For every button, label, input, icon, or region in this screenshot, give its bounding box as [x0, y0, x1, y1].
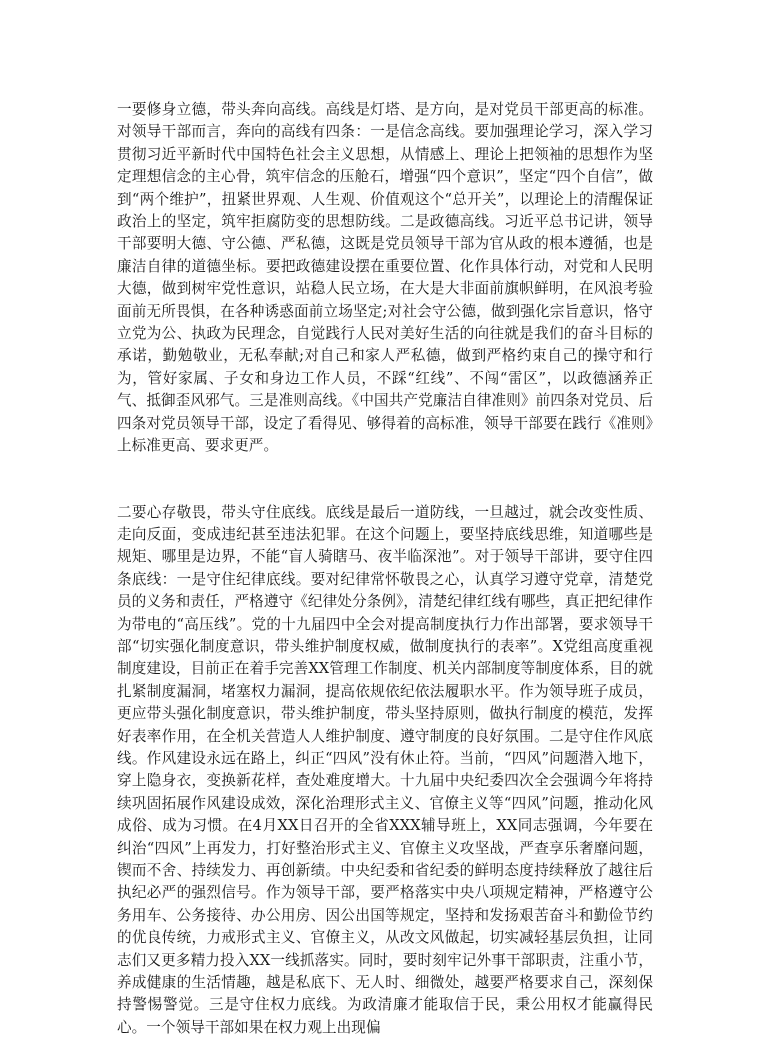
document-body	[117, 99, 653, 1039]
paragraph-1: 一要修身立德，带头奔向高线。高线是灯塔、是方向，是对党员干部更高的标准。对领导干部而言，奔向的高线有四条：一是信念高线。要加强理论学习，深入学习贯彻习近平新时代中国特色社会主义思想，从情感上、理论上把领袖的思想作为坚定理想信念的主心骨，筑牢信念的压舱石，增强“四个意识”，坚定“四个自信”，做到“两个维护”，扭紧世界观、人生观、价值观这个“总开关”，以理论上的清醒保证政治上的坚定，筑牢拒腐防变的思想防线。二是政德高线。习近平总书记讲，领导干部要明大德、守公德、严私德，这既是党员领导干部为官从政的根本遵循，也是廉洁自律的道德坐标。要把政德建设摆在重要位置、化作具体行动，对党和人民明大德，做到树牢党性意识，站稳人民立场，在大是大非面前旗帜鲜明，在风浪考验面前无所畏惧，在各种诱惑面前立场坚定;对社会守公德，做到强化宗旨意识，恪守立党为公、执政为民理念，自觉践行人民对美好生活的向往就是我们的奋斗目标的承诺，勤勉敬业，无私奉献;对自己和家人严私德，做到严格约束自己的操守和行为，管好家属、子女和身边工作人员，不踩“红线”、不闯“雷区”，以政德涵养正气、抵御歪风邪气。三是准则高线。《中国共产党廉洁自律准则》前四条对党员、后四条对党员领导干部，设定了看得见、够得着的高标准，领导干部要在践行《准则》上标准更高、要求更严。	[117, 99, 653, 458]
paragraph-2: 二要心存敬畏，带头守住底线。底线是最后一道防线，一旦越过，就会改变性质、走向反面，变成违纪甚至违法犯罪。在这个问题上，要坚持底线思维，知道哪些是规矩、哪里是边界，不能“盲人骑瞎马、夜半临深池”。对于领导干部讲，要守住四条底线：一是守住纪律底线。要对纪律常怀敬畏之心，认真学习遵守党章，清楚党员的义务和责任，严格遵守《纪律处分条例》，清楚纪律红线有哪些，真正把纪律作为带电的“高压线”。党的十九届四中全会对提高制度执行力作出部署，要求领导干部“切实强化制度意识，带头维护制度权威，做制度执行的表率”。X党组高度重视制度建设，目前正在着手完善XX管理工作制度、机关内部制度等制度体系，目的就扎紧制度漏洞，堵塞权力漏洞，提高依规依纪依法履职水平。作为领导班子成员，更应带头强化制度意识，带头维护制度，带头坚持原则，做执行制度的模范，发挥好表率作用，在全机关营造人人维护制度、遵守制度的良好氛围。二是守住作风底线。作风建设永远在路上，纠正“四风”没有休止符。当前，“四风”问题潜入地下，穿上隐身衣，变换新花样，查处难度增大。十九届中央纪委四次全会强调今年将持续巩固拓展作风建设成效，深化治理形式主义、官僚主义等“四风”问题，推动化风成俗、成为习惯。在4月XX日召开的全省XXX辅导班上，XX同志强调，今年要在纠治“四风”上再发力，打好整治形式主义、官僚主义攻坚战，严查享乐奢靡问题，锲而不舍、持续发力、再创新绩。中央纪委和省纪委的鲜明态度持续释放了越往后执纪必严的强烈信号。作为领导干部，要严格落实中央八项规定精神，严格遵守公务用车、公务接待、办公用房、因公出国等规定，坚持和发扬艰苦奋斗和勤俭节约的优良传统，力戒形式主义、官僚主义，从改文风做起，切实减轻基层负担，让同志们又更多精力投入XX一线抓落实。同时，要时刻牢记外事干部职责，注重小节，养成健康的生活情趣，越是私底下、无人时、细微处，越要严格要求自己，深刻保持警惕警觉。三是守住权力底线。为政清廉才能取信于民，秉公用权才能赢得民心。一个领导干部如果在权力观上出现偏	[117, 502, 653, 1039]
